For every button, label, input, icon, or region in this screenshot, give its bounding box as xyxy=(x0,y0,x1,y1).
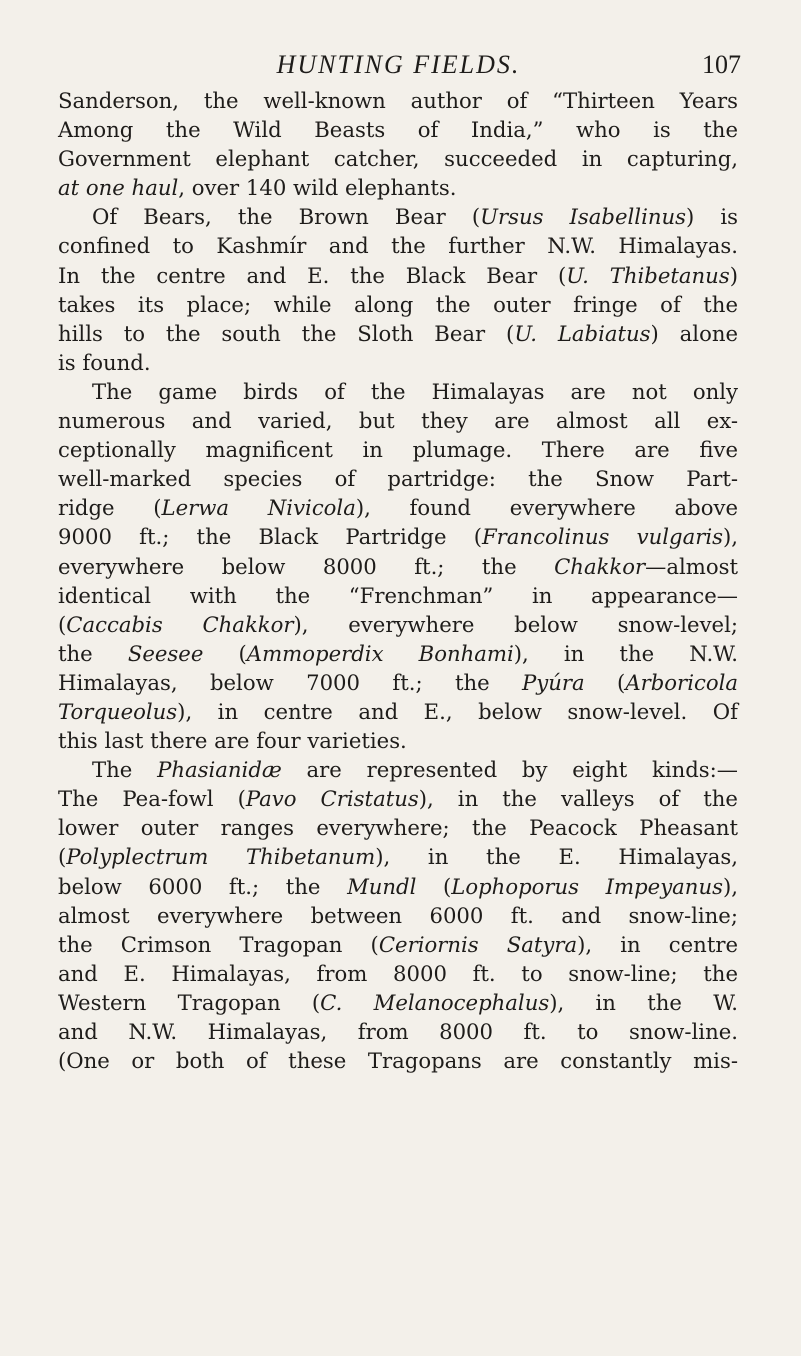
text-line xyxy=(58,406,738,435)
italic-segment: Chakkor xyxy=(554,553,646,579)
italic-segment: U. Labiatus xyxy=(514,320,651,346)
text-segment: ( xyxy=(58,844,67,870)
italic-segment: Ursus Isabellinus xyxy=(480,204,687,230)
text-segment: ), in centre and E., below snow-level. Of xyxy=(177,698,738,724)
text-line xyxy=(58,901,738,930)
text-line xyxy=(58,726,738,755)
text-segment: are represented by eight kinds:— xyxy=(281,757,738,783)
italic-segment: Caccabis Chakkor xyxy=(66,611,294,637)
text-segment: 9000 ft.; the Black Partridge ( xyxy=(58,524,482,550)
text-segment: Of Bears, the Brown Bear ( xyxy=(92,204,481,230)
text-segment: ) alone xyxy=(650,320,739,346)
text-segment: hills to the south the Sloth Bear ( xyxy=(58,320,515,346)
text-line xyxy=(58,1017,738,1046)
text-segment: ), in the W. xyxy=(549,989,738,1015)
text-line xyxy=(58,1046,738,1075)
text-segment: ( xyxy=(416,873,452,899)
text-line xyxy=(58,639,738,668)
text-segment: ), xyxy=(722,524,738,550)
text-segment: Western Tragopan ( xyxy=(58,989,321,1015)
text-line xyxy=(58,377,738,406)
italic-segment: Polyplectrum Thibetanum xyxy=(66,844,376,870)
text-segment: ( xyxy=(58,611,67,637)
text-segment: ( xyxy=(584,669,626,695)
text-line xyxy=(58,610,738,639)
text-line xyxy=(58,435,738,464)
text-segment: , over 140 wild elephants. xyxy=(178,175,457,201)
text-line xyxy=(58,493,738,522)
italic-segment: Lerwa Nivicola xyxy=(161,495,356,521)
italic-segment: Lophoporus Impeyanus xyxy=(451,873,723,899)
text-line xyxy=(58,261,738,290)
page-number: 107 xyxy=(702,50,741,79)
text-segment: ), in the N.W. xyxy=(513,640,738,666)
text-segment: numerous and varied, but they are almost all ex- xyxy=(58,408,738,434)
text-segment: well-marked species of partridge: the Snow Part- xyxy=(58,466,738,492)
text-segment: Government elephant catcher, succeeded in capturing, xyxy=(58,146,738,172)
text-line xyxy=(58,86,738,115)
text-segment: ), everywhere below snow-level; xyxy=(293,611,738,637)
italic-segment: Seesee xyxy=(127,640,204,666)
italic-segment: Ceriornis Satyra xyxy=(378,931,578,957)
text-line xyxy=(58,319,738,348)
text-line xyxy=(58,930,738,959)
text-segment: ceptionally magnificent in plumage. There are five xyxy=(58,437,738,463)
text-line xyxy=(58,290,738,319)
text-segment: ( xyxy=(203,640,247,666)
text-line xyxy=(58,697,738,726)
text-segment: everywhere below 8000 ft.; the xyxy=(58,553,555,579)
text-line xyxy=(58,813,738,842)
text-line xyxy=(58,552,738,581)
text-segment: ), in the E. Himalayas, xyxy=(375,844,738,870)
text-segment: confined to Kashmír and the further N.W. Himalayas. xyxy=(58,233,738,259)
text-segment: Sanderson, the well-known author of “Thirteen Years xyxy=(58,88,738,113)
text-segment: takes its place; while along the outer fringe of the xyxy=(58,291,738,317)
text-line xyxy=(58,842,738,871)
italic-segment: Ammoperdix Bonhami xyxy=(246,640,514,666)
text-segment: Among the Wild Beasts of India,” who is the xyxy=(58,117,738,143)
text-line xyxy=(58,522,738,551)
italic-segment: at one haul xyxy=(58,175,179,201)
text-segment: ), in the valleys of the xyxy=(418,786,738,812)
text-segment: The xyxy=(92,757,158,783)
text-segment: identical with the “Frenchman” in appearance— xyxy=(58,582,738,608)
text-segment: and E. Himalayas, from 8000 ft. to snow-line; the xyxy=(58,960,738,986)
text-segment: In the centre and E. the Black Bear ( xyxy=(58,262,567,288)
running-title: HUNTING FIELDS. xyxy=(276,50,521,79)
italic-segment: Francolinus vulgaris xyxy=(481,524,723,550)
text-line xyxy=(58,988,738,1017)
text-segment: below 6000 ft.; the xyxy=(58,873,348,899)
text-segment: this last there are four varieties. xyxy=(58,728,407,754)
text-segment: ), in centre xyxy=(577,931,738,957)
italic-segment: U. Thibetanus xyxy=(566,262,730,288)
italic-segment: Arboricola xyxy=(625,669,738,695)
text-segment: almost everywhere between 6000 ft. and snow-line; xyxy=(58,902,738,928)
text-line xyxy=(58,668,738,697)
text-line xyxy=(58,115,738,144)
italic-segment: Pyúra xyxy=(522,669,585,695)
text-segment: (One or both of these Tragopans are constantly mis- xyxy=(58,1048,738,1074)
italic-segment: Mundl xyxy=(347,873,417,899)
text-line xyxy=(58,755,738,784)
text-segment: ) is xyxy=(686,204,738,230)
text-segment: lower outer ranges everywhere; the Peacock Pheasant xyxy=(58,815,738,841)
text-segment: The game birds of the Himalayas are not only xyxy=(92,378,738,404)
text-segment: and N.W. Himalayas, from 8000 ft. to snow-line. xyxy=(58,1019,738,1044)
italic-segment: Pavo Cristatus xyxy=(245,786,419,812)
text-line xyxy=(58,144,738,173)
text-segment: the Crimson Tragopan ( xyxy=(58,931,379,957)
text-line xyxy=(58,959,738,988)
text-segment: is found. xyxy=(58,349,151,375)
body-text xyxy=(58,86,738,1075)
text-line xyxy=(58,784,738,813)
text-line xyxy=(58,231,738,260)
text-segment: ridge ( xyxy=(58,495,162,521)
italic-segment: Phasianidæ xyxy=(157,757,282,783)
text-line xyxy=(58,173,738,202)
text-segment: —almost xyxy=(645,553,738,579)
text-segment: Himalayas, below 7000 ft.; the xyxy=(58,669,523,695)
italic-segment: Torqueolus xyxy=(58,698,178,724)
italic-segment: C. Melanocephalus xyxy=(320,989,550,1015)
text-line xyxy=(58,464,738,493)
running-head xyxy=(56,50,741,82)
text-segment: the xyxy=(58,640,128,666)
text-line xyxy=(58,348,738,377)
text-segment: ), xyxy=(722,873,738,899)
text-segment: The Pea-fowl ( xyxy=(58,786,246,812)
text-line xyxy=(58,872,738,901)
text-segment: ), found everywhere above xyxy=(355,495,738,521)
text-line xyxy=(58,581,738,610)
text-line xyxy=(58,202,738,231)
text-segment: ) xyxy=(729,262,738,288)
